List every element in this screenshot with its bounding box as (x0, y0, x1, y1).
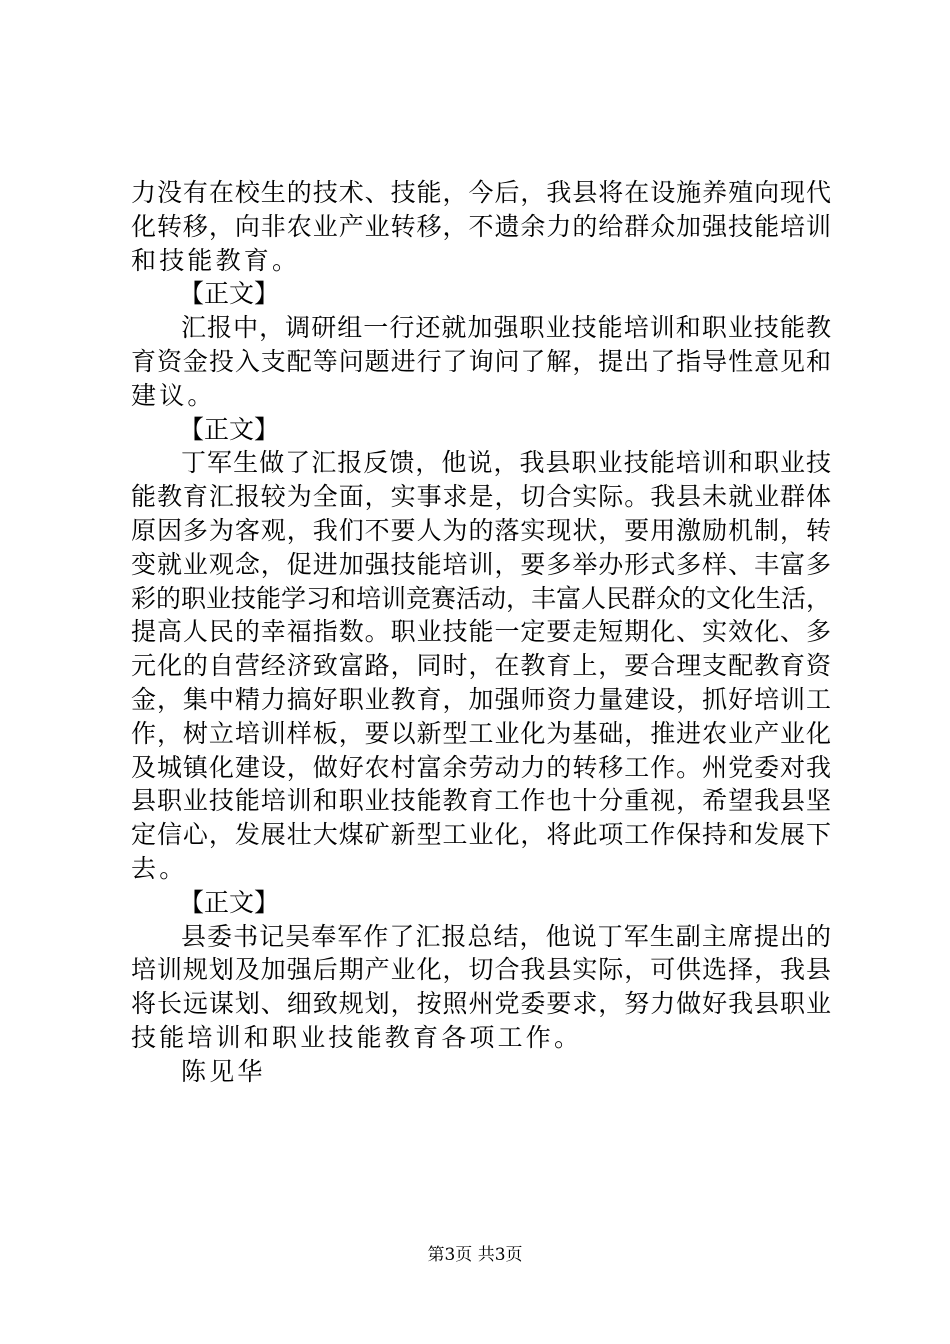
body-text-line: 丁军生做了汇报反馈，他说，我县职业技能培训和职业技 (181, 448, 831, 478)
body-text-line: 作，树立培训样板，要以新型工业化为基础，推进农业产业化 (131, 718, 831, 748)
body-text-line: 建议。 (131, 380, 216, 410)
body-text-line: 金，集中精力搞好职业教育，加强师资力量建设，抓好培训工 (131, 684, 831, 714)
body-text-line: 县职业技能培训和职业技能教育工作也十分重视，希望我县坚 (131, 786, 831, 816)
body-text-line: 化转移，向非农业产业转移，不遗余力的给群众加强技能培训 (131, 211, 831, 241)
section-heading: 【正文】 (179, 279, 280, 309)
body-text-line: 育资金投入支配等问题进行了询问了解，提出了指导性意见和 (131, 346, 831, 376)
body-text-line: 力没有在校生的技术、技能，今后，我县将在设施养殖向现代 (131, 178, 831, 207)
body-text-line: 及城镇化建设，做好农村富余劳动力的转移工作。州党委对我 (131, 752, 831, 782)
section-heading: 【正文】 (179, 887, 280, 917)
body-text-line: 县委书记吴奉军作了汇报总结，他说丁军生副主席提出的 (181, 921, 831, 951)
body-text-line: 汇报中，调研组一行还就加强职业技能培训和职业技能教 (181, 313, 831, 343)
body-text-line: 培训规划及加强后期产业化，切合我县实际，可供选择，我县 (131, 955, 831, 985)
body-text-line: 提高人民的幸福指数。职业技能一定要走短期化、实效化、多 (131, 617, 831, 647)
body-text-line: 原因多为客观，我们不要人为的落实现状，要用激励机制，转 (131, 515, 831, 545)
body-text-line: 将长远谋划、细致规划，按照州党委要求，努力做好我县职业 (131, 989, 831, 1019)
body-text-line: 定信心，发展壮大煤矿新型工业化，将此项工作保持和发展下 (131, 820, 831, 850)
document-body (131, 176, 831, 1089)
page-number-footer: 第3页 共3页 (427, 1245, 523, 1265)
body-text-line: 变就业观念，促进加强技能培训，要多举办形式多样、丰富多 (131, 549, 831, 579)
section-heading: 【正文】 (179, 414, 280, 444)
body-text-line: 去。 (131, 853, 188, 883)
body-text-line: 和技能教育。 (131, 245, 301, 275)
body-text-line: 元化的自营经济致富路，同时，在教育上，要合理支配教育资 (131, 651, 831, 681)
body-text-line: 技能培训和职业技能教育各项工作。 (131, 1022, 583, 1052)
body-text-line: 彩的职业技能学习和培训竞赛活动，丰富人民群众的文化生活， (131, 583, 832, 613)
author-name: 陈见华 (181, 1056, 266, 1086)
body-text-line: 能教育汇报较为全面，实事求是，切合实际。我县未就业群体 (131, 482, 831, 512)
